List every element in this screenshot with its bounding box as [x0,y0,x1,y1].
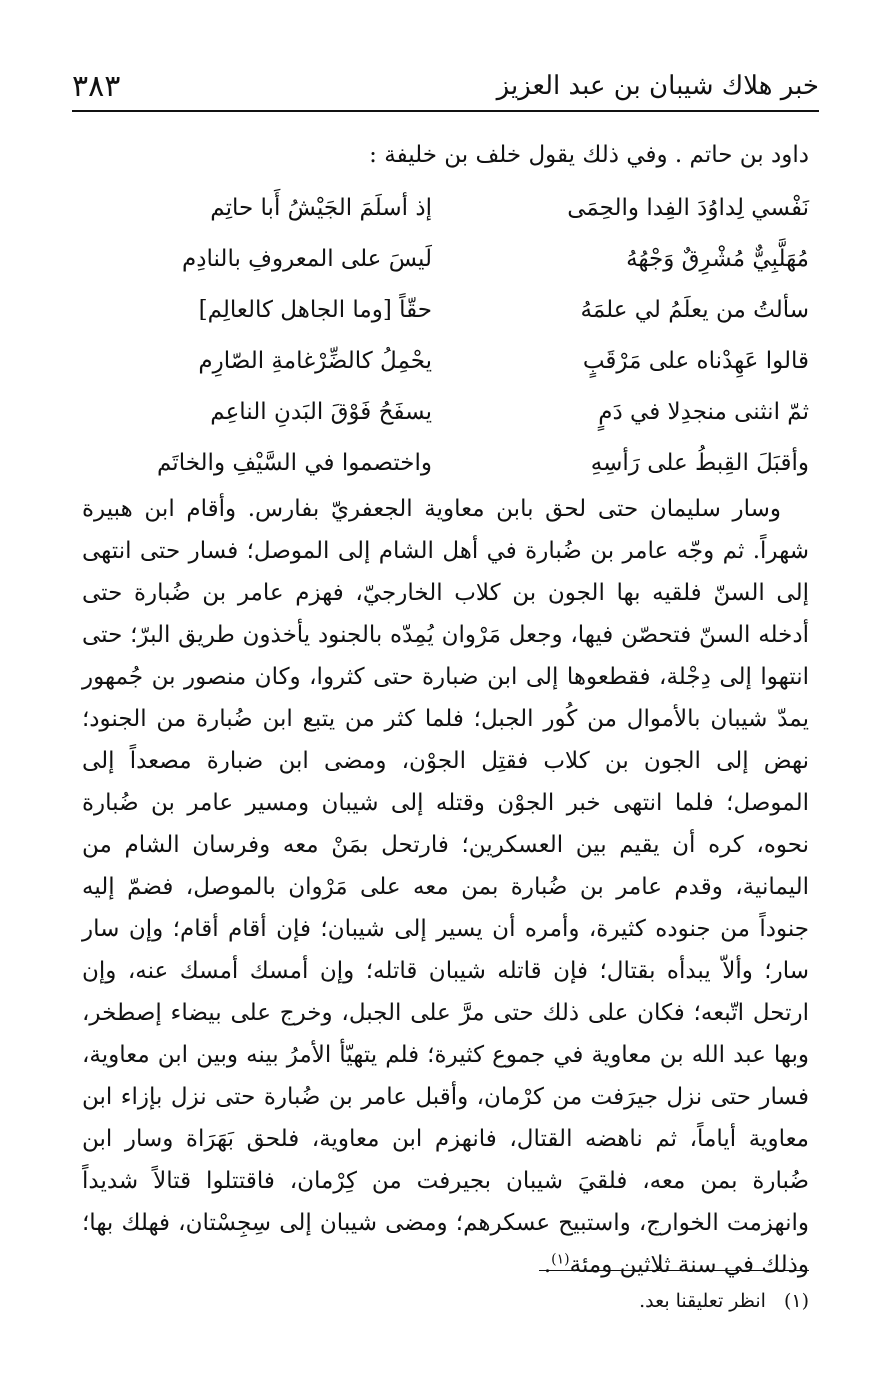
verse-first-hemistich: مُهَلَّبِيٌّ مُشْرِقٌ وَجْهُهُ [626,245,809,272]
verse-first-hemistich: ثمّ انثنى منجدِلا في دَمٍ [598,398,809,425]
footnote-number: (١) [783,1290,809,1312]
verse-first-hemistich: قالوا عَهِدْناه على مَرْقَبٍ [582,347,809,374]
page-number: ٣٨٣ [72,68,121,104]
verse-second-hemistich: واختصموا في السَّيْفِ والخاتَم [156,449,432,476]
verse-second-hemistich: حقّاً [وما الجاهل كالعالِم] [198,296,432,323]
poem-verse [82,182,809,233]
verse-second-hemistich: يسفَحُ فَوْقَ البَدنِ الناعِم [210,398,432,425]
footnote-text: انظر تعليقنا بعد. [639,1290,766,1312]
verse-second-hemistich: إذ أسلَمَ الجَيْشُ أَبا حاتِم [210,194,432,221]
prose-text: وسار سليمان حتى لحق بابن معاوية الجعفريّ بفارس. وأقام ابن هبيرة شهراً. ثم وجّه عامر بن ضُبارة في أهل الشام إلى الموصل؛ فسار حتى انتهى إلى السنّ فلقيه بها الجون بن كلاب الخارجيّ، فهزم عامر بن ضُبارة حتى أدخله السنّ فتحصّن فيها، وجعل مَرْوان يُمِدّه بالجنود يأخذون طريق البرّ؛ حتى انتهوا إلى دِجْلة، فقطعوها إلى ابن ضبارة حتى كثروا، وكان منصور بن جُمهور يمدّ شيبان بالأموال من كُور الجبل؛ فلما كثر من يتبع ابن ضُبارة من الجنود؛ نهض إلى الجون بن كلاب فقتِل الجوْن، ومضى ابن ضبارة مصعداً إلى الموصل؛ فلما انتهى خبر الجوْن وقتله إلى شيبان ومسير عامر بن ضُبارة نحوه، كره أن يقيم بين العسكرين؛ فارتحل بمَنْ معه وفرسان الشام من اليمانية، وقدم عامر بن ضُبارة بمن معه على مَرْوان بالموصل، فضمّ إليه جنوداً من جنوده كثيرة، وأمره أن يسير إلى شيبان؛ فإن أقام أقام؛ وإن سار سار؛ وألاّ يبدأه بقتال؛ فإن قاتله شيبان قاتله؛ وإن أمسك أمسك عنه، وإن ارتحل اتّبعه؛ فكان على ذلك حتى مرَّ على الجبل، وخرج على بيضاء إصطخر، وبها عبد الله بن معاوية في جموع كثيرة؛ فلم يتهيّأ الأمرُ بينه وبين ابن معاوية، فسار حتى نزل جيرَفت من كرْمان، وأقبل عامر بن ضُبارة حتى نزل بإزاء ابن معاوية أياماً، ثم ناهضه القتال، فانهزم ابن معاوية، فلحق بَهَرَاة وسار ابن ضُبارة بمن معه، فلقيَ شيبان بجيرفت من كِرْمان، فاقتتلوا قتالاً شديداً وانهزمت الخوارج، واستبيح عسكرهم؛ ومضى شيبان إلى سِجِسْتان، فهلك بها؛ وذلك في سنة ثلاثين ومئة [82,496,809,1278]
poem-verse [82,233,809,284]
verse-first-hemistich: سألتُ من يعلَمُ لي علمَهُ [580,296,809,323]
header-rule [72,110,819,112]
intro-line: داود بن حاتم . وفي ذلك يقول خلف بن خليفة : [369,142,809,168]
poem-verse [82,386,809,437]
prose-end: . [543,1252,552,1278]
footnote-rule [539,1270,809,1271]
poem-verse [82,437,809,488]
verse-second-hemistich: لَيسَ على المعروفِ بالنادِم [182,245,432,272]
footnote-reference[interactable]: (١) [551,1251,570,1268]
verse-first-hemistich: وأقبَلَ القِبطُ على رَأسِهِ [590,449,809,476]
running-title: خبر هلاك شيبان بن عبد العزيز [496,71,819,101]
poem-verse [82,284,809,335]
poem-verse [82,335,809,386]
prose-body [82,488,809,1286]
page-header [72,62,819,110]
poem [82,182,809,488]
prose-paragraph [82,488,809,1286]
footnote [82,1290,809,1312]
verse-first-hemistich: نَفْسي لِداوُدَ الفِدا والحِمَى [567,194,809,221]
verse-second-hemistich: يحْمِلُ كالضِّرْغامةِ الصّارِم [198,347,432,374]
